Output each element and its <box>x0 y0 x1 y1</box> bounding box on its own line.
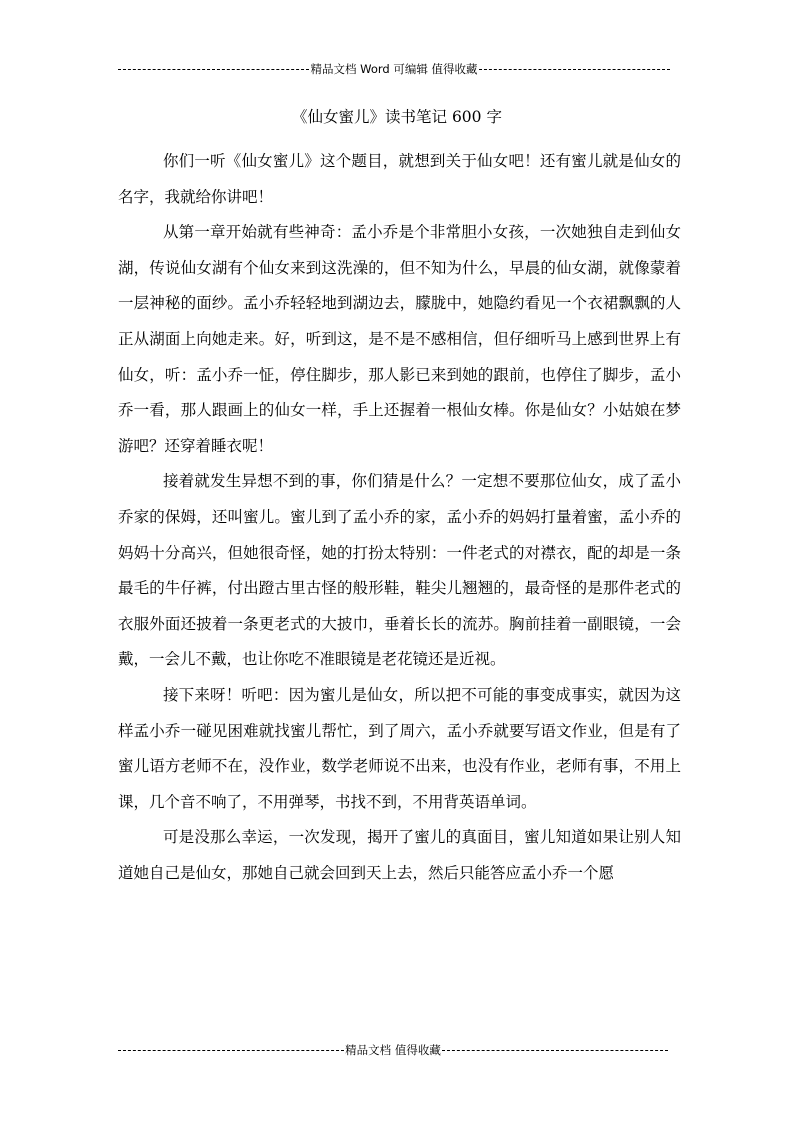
header-dash-left <box>118 69 309 70</box>
footer-dash-left <box>118 1050 344 1051</box>
header-text: 精品文档 Word 可编辑 值得收藏 <box>310 63 478 75</box>
footer-text: 精品文档 值得收藏 <box>345 1044 441 1056</box>
document-title: 《仙女蜜儿》读书笔记 600 字 <box>292 108 502 126</box>
paragraph-3: 接着就发生异想不到的事，你们猜是什么？一定想不要那位仙女，成了孟小乔家的保姆，还叫蜜儿。蜜儿到了孟小乔的家，孟小乔的妈妈打量着蜜，孟小乔的妈妈十分高兴，但她很奇怪，她的打扮太特别：一件老式的对襟衣，配的却是一条最毛的牛仔裤，付出蹬古里古怪的般形鞋，鞋尖儿翘翘的，最奇怪的是那件老式的衣服外面还披着一条更老式的大披巾，垂着长长的流苏。胸前挂着一副眼镜，一会戴，一会儿不戴，也让你吃不准眼镜是老花镜还是近视。 <box>118 472 681 669</box>
paragraph-1: 你们一听《仙女蜜儿》这个题目，就想到关于仙女吧！还有蜜儿就是仙女的名字，我就给你讲吧！ <box>118 152 681 206</box>
header-dash-right <box>479 69 670 70</box>
footer-dash-right <box>442 1050 668 1051</box>
paragraph-2: 从第一章开始就有些神奇：孟小乔是个非常胆小女孩，一次她独自走到仙女湖，传说仙女湖有个仙女来到这洗澡的，但不知为什么，早晨的仙女湖，就像蒙着一层神秘的面纱。孟小乔轻轻地到湖边去，朦胧中，她隐约看见一个衣裙飘飘的人正从湖面上向她走来。好，听到这，是不是不感相信，但仔细听马上感到世界上有仙女，听：孟小乔一怔，停住脚步，那人影已来到她的跟前，也停住了脚步，孟小乔一看，那人跟画上的仙女一样，手上还握着一根仙女棒。你是仙女？小姑娘在梦游吧？还穿着睡衣呢！ <box>118 223 681 455</box>
page-header <box>118 63 670 75</box>
document-body <box>118 144 681 891</box>
paragraph-5: 可是没那么幸运，一次发现，揭开了蜜儿的真面目，蜜儿知道如果让别人知道她自己是仙女，那她自己就会回到天上去，然后只能答应孟小乔一个愿 <box>118 828 681 882</box>
page-footer <box>118 1044 668 1056</box>
paragraph-4: 接下来呀！听吧：因为蜜儿是仙女，所以把不可能的事变成事实，就因为这样孟小乔一碰见困难就找蜜儿帮忙，到了周六，孟小乔就要写语文作业，但是有了蜜儿语方老师不在，没作业，数学老师说不出来，也没有作业，老师有事，不用上课，几个音不响了，不用弹琴，书找不到，不用背英语单词。 <box>118 685 681 811</box>
